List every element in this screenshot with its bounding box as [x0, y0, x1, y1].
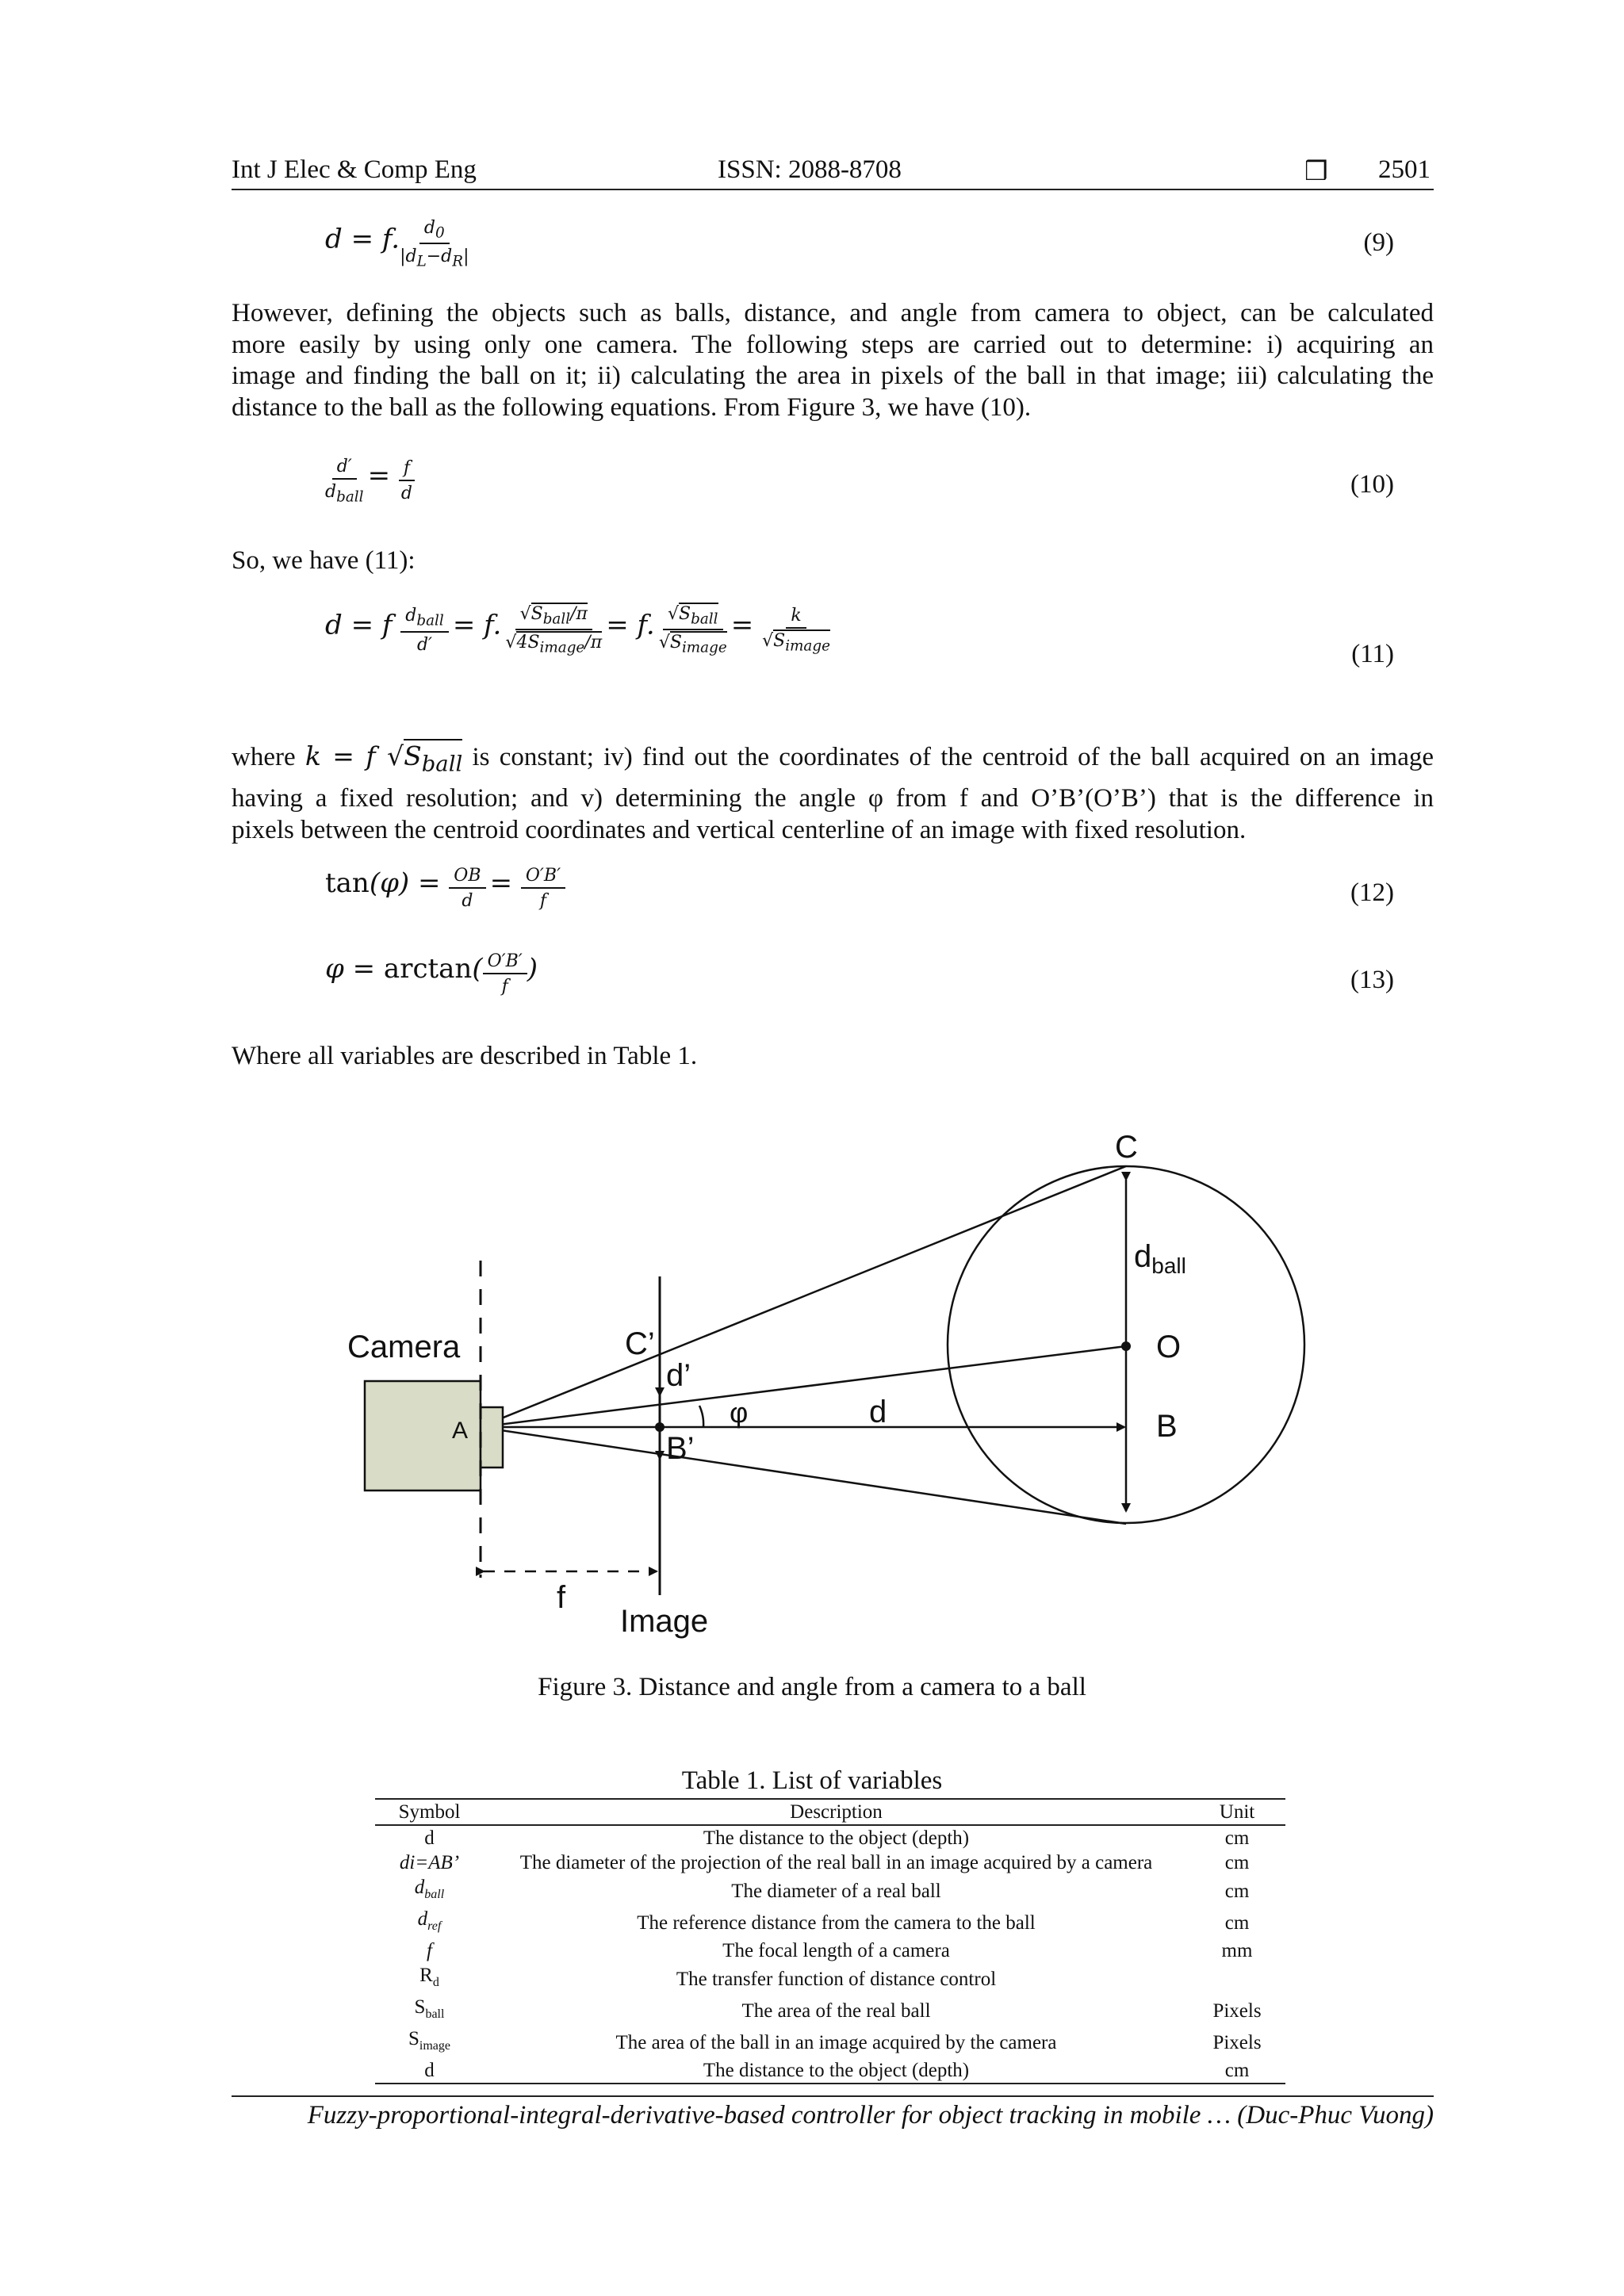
- table-cell-symbol: [375, 1907, 484, 1938]
- table-cell-description: The transfer function of distance control: [676, 1968, 997, 1990]
- equation-11-number: (11): [1351, 640, 1394, 668]
- table-cell-description: The area of the real ball: [741, 1999, 931, 2022]
- label-d-prime: d’: [666, 1358, 691, 1393]
- table-title: Table 1. List of variables: [681, 1766, 943, 1795]
- symbol-subscript: image: [419, 2039, 450, 2053]
- table-header-row: [375, 1799, 1285, 1825]
- table-cell-unit: cm: [1224, 1852, 1250, 1873]
- label-b: B: [1156, 1409, 1178, 1444]
- phi-angle-arc: [699, 1406, 703, 1427]
- table-cell-symbol: [375, 1995, 484, 2026]
- table-cell-symbol: [375, 1938, 484, 1963]
- footer-running-title: Fuzzy-proportional-integral-derivative-based controller for object tracking in mobile … (Duc-Phuc Vuong): [307, 2101, 1434, 2130]
- table-row: [375, 2058, 1285, 2084]
- symbol-main: di=AB’: [399, 1852, 460, 1873]
- ray-to-c: [480, 1166, 1126, 1427]
- paragraph-3-word: where: [232, 743, 296, 771]
- table-cell-unit: Pixels: [1212, 2031, 1262, 2053]
- symbol-subscript: ball: [424, 1888, 445, 1901]
- table-cell-symbol: [375, 2026, 484, 2058]
- issn: ISSN: 2088-8708: [718, 155, 902, 184]
- paragraph-1: [232, 298, 1434, 423]
- equation-12-number: (12): [1350, 878, 1394, 907]
- paragraph-2: So, we have (11):: [232, 546, 416, 575]
- label-image: Image: [620, 1604, 709, 1639]
- table-row: [375, 1875, 1285, 1907]
- symbol-main: d: [424, 2060, 435, 2081]
- table-cell-unit: mm: [1221, 1940, 1253, 1961]
- table-row: [375, 1963, 1285, 1995]
- table-header-description: Description: [484, 1799, 1189, 1825]
- symbol-subscript: d: [432, 1976, 439, 1989]
- variables-table: [375, 1798, 1285, 2084]
- table-cell-symbol: [375, 2058, 484, 2084]
- paragraph-1-line: more easily by using only one camera. The following steps are carried out to determine: i) acquiring an: [232, 330, 1434, 359]
- equation-9-number: (9): [1363, 228, 1394, 257]
- symbol-subscript: ball: [425, 2007, 445, 2021]
- table-header-unit: Unit: [1189, 1799, 1285, 1825]
- paragraph-3-line: [232, 740, 1434, 780]
- table-row: [375, 1938, 1285, 1963]
- table-cell-unit: cm: [1224, 1880, 1250, 1902]
- paragraph-3-line: having a fixed resolution; and v) determining the angle φ from f and O’B’(O’B’) that is the difference in: [232, 784, 1434, 813]
- label-f: f: [557, 1580, 566, 1615]
- figure-3-diagram: [333, 1134, 1364, 1641]
- table-cell-symbol: [375, 1850, 484, 1875]
- header-rule: [232, 189, 1434, 190]
- center-o-dot: [1121, 1341, 1131, 1351]
- symbol-main: d: [417, 1908, 428, 1930]
- table-cell-description: The focal length of a camera: [722, 1940, 950, 1961]
- label-d-ball: [1134, 1239, 1186, 1278]
- equation-9: d = f. $\frac{d_0}{|d_L-d_R|}$: [325, 218, 469, 270]
- k-definition: k = f $√S_{ball}$: [304, 740, 463, 777]
- label-phi: φ: [730, 1396, 749, 1429]
- symbol-subscript: ref: [427, 1919, 442, 1933]
- equation-12: tan(φ) = $\frac{OB}{d}$ = $\frac{O'B'}{f}$: [325, 866, 565, 911]
- table-cell-description: The distance to the object (depth): [703, 1827, 970, 1849]
- table-cell-unit: [1189, 1963, 1285, 1995]
- equation-10-number: (10): [1350, 470, 1394, 499]
- table-cell-symbol: [375, 1963, 484, 1995]
- table-cell-description: The area of the ball in an image acquired by the camera: [615, 2031, 1057, 2053]
- table-cell-symbol: [375, 1875, 484, 1907]
- table-cell-unit: cm: [1224, 1911, 1250, 1934]
- table-cell-description: The reference distance from the camera to the ball: [637, 1911, 1036, 1934]
- paragraph-3-text: is constant; iv) find out the coordinates of the centroid of the ball acquired on an image: [472, 743, 1434, 771]
- ray-to-o: [480, 1346, 1126, 1427]
- table-cell-description: The diameter of the projection of the real ball in an image acquired by a camera: [519, 1852, 1153, 1873]
- paragraph-4: Where all variables are described in Table 1.: [232, 1042, 698, 1070]
- ray-to-bottom: [480, 1427, 1126, 1524]
- header-marker-icon: ❒: [1304, 158, 1328, 186]
- label-d: d: [869, 1395, 887, 1429]
- table-cell-unit: cm: [1189, 2058, 1285, 2084]
- label-o: O: [1156, 1330, 1182, 1364]
- table-cell-unit: Pixels: [1212, 1999, 1262, 2022]
- table-cell-description: The distance to the object (depth): [484, 2058, 1189, 2084]
- table-row: [375, 1995, 1285, 2026]
- paragraph-3-line: pixels between the centroid coordinates and vertical centerline of an image with fixed resolution.: [232, 815, 1247, 844]
- table-cell-symbol: [375, 1825, 484, 1850]
- symbol-main: d: [424, 1827, 435, 1849]
- label-a: A: [452, 1418, 469, 1444]
- camera-lens: [481, 1407, 503, 1468]
- footer-rule: [232, 2095, 1434, 2097]
- equation-13: φ = arctan( $\frac{O'B'}{f}$ ): [325, 951, 538, 997]
- table-row: [375, 1850, 1285, 1875]
- symbol-main: S: [414, 1996, 426, 2018]
- symbol-main: S: [408, 2028, 419, 2049]
- table-row: [375, 1907, 1285, 1938]
- symbol-main: f: [427, 1940, 432, 1961]
- symbol-main: d: [414, 1877, 425, 1898]
- page-number: 2501: [1378, 155, 1431, 184]
- table-header-symbol: Symbol: [375, 1799, 484, 1825]
- table-row: [375, 2026, 1285, 2058]
- table-cell-description: The diameter of a real ball: [731, 1880, 941, 1902]
- table-cell-unit: cm: [1224, 1827, 1250, 1849]
- equation-10: $\frac{d'}{d_{ball}}$ = $\frac{f}{d}$: [325, 457, 415, 505]
- equation-13-number: (13): [1350, 966, 1394, 994]
- label-camera: Camera: [347, 1330, 461, 1364]
- label-d-ball-main: d: [1134, 1239, 1152, 1274]
- label-c: C: [1115, 1134, 1138, 1165]
- paragraph-1-line: distance to the ball as the following equations. From Figure 3, we have (10).: [232, 392, 1032, 422]
- journal-name: Int J Elec & Comp Eng: [232, 155, 477, 184]
- paragraph-1-line: image and finding the ball on it; ii) calculating the area in pixels of the ball in that image; iii) calculating the: [232, 362, 1434, 390]
- paragraph-1-line: However, defining the objects such as balls, distance, and angle from camera to object, can be calculated: [232, 299, 1434, 327]
- label-c-prime: C’: [625, 1326, 655, 1361]
- label-d-ball-sub: ball: [1151, 1253, 1186, 1278]
- equation-11: d = f $\frac{d_{ball}}{d'}$ = f. $\frac{√S_{ball}/\pi}{√4S_{image}/\pi}$ = f. $\frac{√S_{ball}}{√S_{image}}$ = $\frac{k}{√S_{image}}$: [325, 604, 830, 656]
- label-b-prime: B’: [666, 1431, 695, 1466]
- symbol-main: R: [419, 1965, 433, 1986]
- figure-caption: Figure 3. Distance and angle from a camera to a ball: [538, 1673, 1086, 1701]
- paragraph-3: [232, 740, 1434, 846]
- table-row: [375, 1825, 1285, 1850]
